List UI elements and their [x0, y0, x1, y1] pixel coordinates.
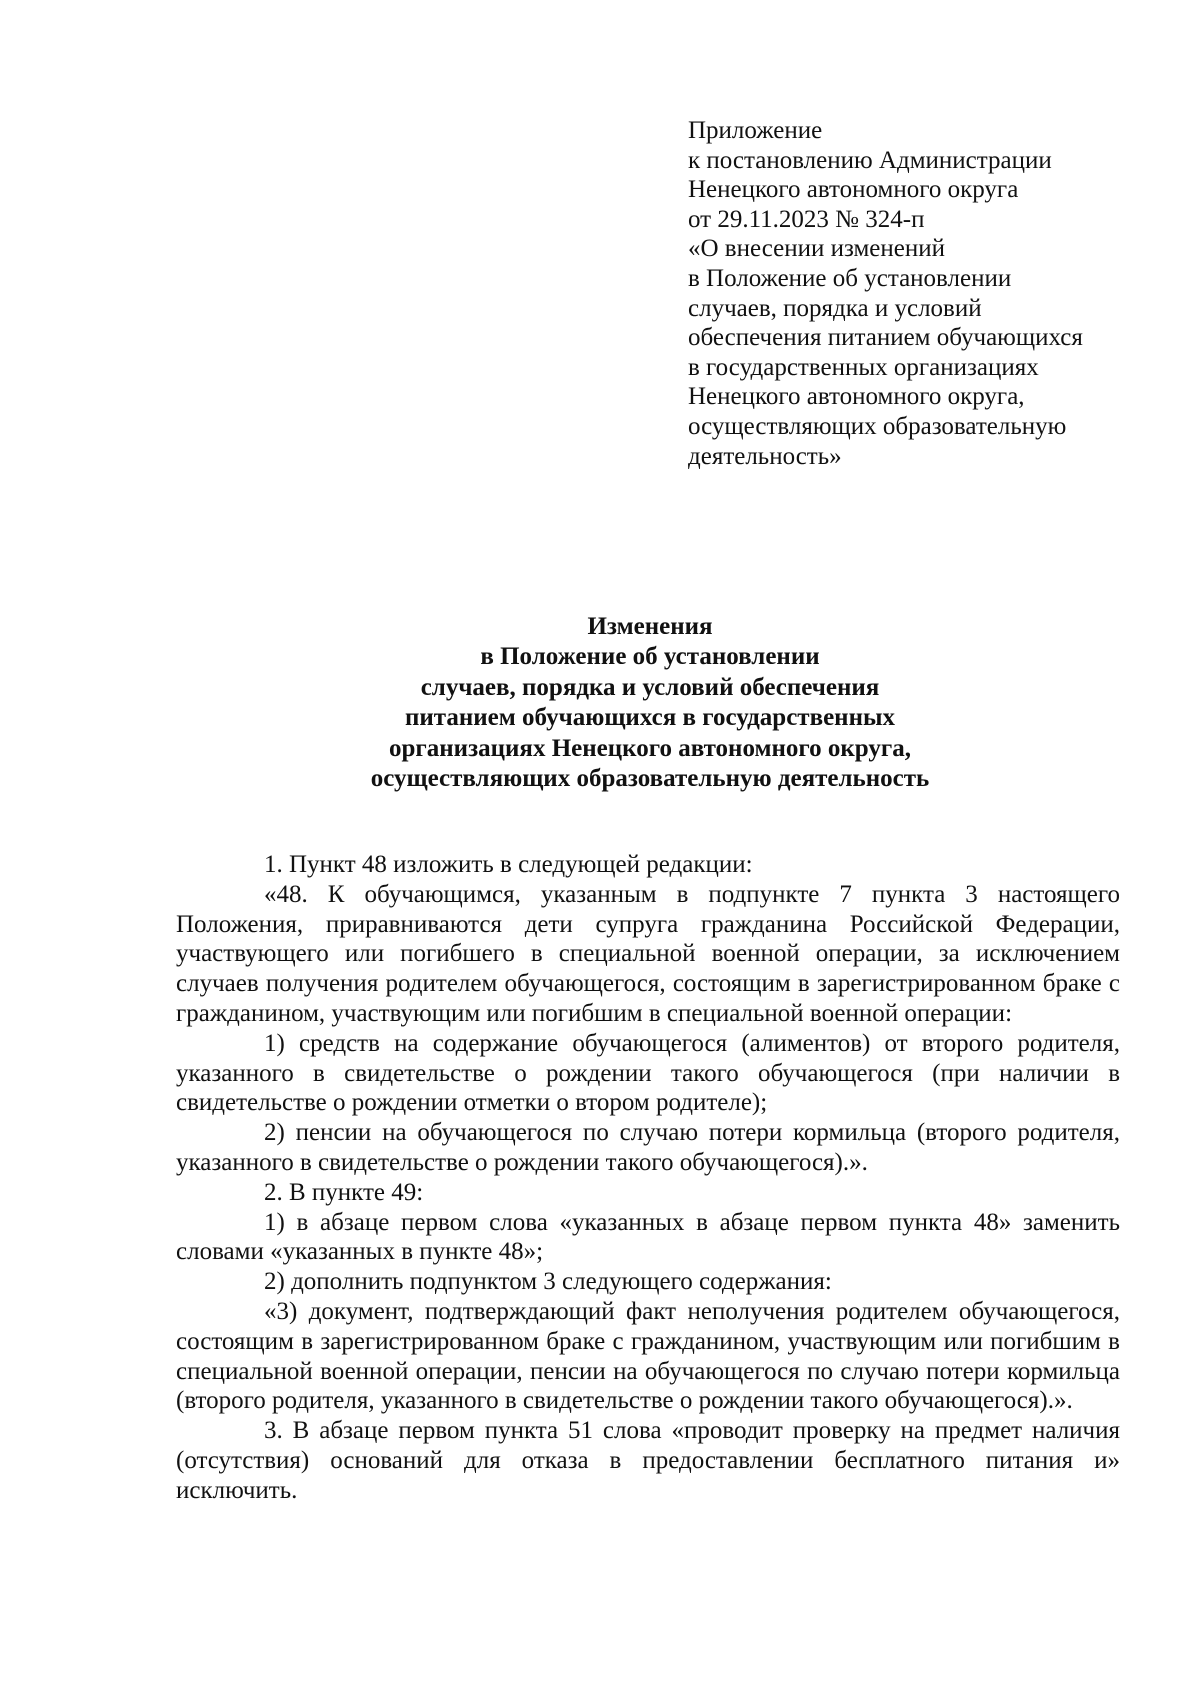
- appendix-line: «О внесении изменений: [688, 235, 946, 263]
- title-line: осуществляющих образовательную деятельность: [370, 765, 930, 793]
- appendix-line: осуществляющих образовательную: [688, 412, 1067, 440]
- title-line: случаев, порядка и условий обеспечения: [420, 673, 880, 701]
- title-line: Изменения: [587, 613, 713, 640]
- body-paragraph: 2) пенсии на обучающегося по случаю потери кормильца (второго родителя, указанного в свидетельстве о рождении такого обучающегося).».: [176, 1119, 1120, 1176]
- title-line: организациях Ненецкого автономного округа,: [389, 734, 911, 762]
- body-paragraph: 1. Пункт 48 изложить в следующей редакции:: [264, 851, 753, 878]
- appendix-line: обеспечения питанием обучающихся: [688, 324, 1083, 352]
- appendix-line: случаев, порядка и условий: [688, 294, 982, 322]
- body-paragraph: 2. В пункте 49:: [264, 1178, 424, 1206]
- document-body: [176, 850, 1120, 1506]
- appendix-line: в Положение об установлении: [688, 264, 1012, 292]
- body-paragraph: 1) в абзаце первом слова «указанных в абзаце первом пункта 48» заменить словами «указанных в пункте 48»;: [176, 1208, 1120, 1266]
- title-line: питанием обучающихся в государственных: [404, 704, 895, 732]
- appendix-line: Приложение: [688, 117, 823, 144]
- appendix-block: [688, 116, 1168, 471]
- document-title: [150, 612, 1150, 794]
- title-line: в Положение об установлении: [480, 643, 820, 671]
- body-paragraph: 3. В абзаце первом пункта 51 слова «проводит проверку на предмет наличия (отсутствия) оснований для отказа в предоставлении бесплатного питания и» исключить.: [176, 1417, 1120, 1504]
- appendix-line: деятельность»: [688, 442, 842, 470]
- body-paragraph: 2) дополнить подпунктом 3 следующего содержания:: [264, 1268, 832, 1296]
- appendix-line: к постановлению Администрации: [688, 146, 1052, 174]
- appendix-line: от 29.11.2023 № 324-п: [688, 205, 925, 233]
- appendix-line: Ненецкого автономного округа,: [688, 383, 1025, 411]
- body-paragraph: «3) документ, подтверждающий факт неполучения родителем обучающегося, состоящим в зарегистрированном браке с гражданином, участвующим или погибшим в специальной военной операции, пенсии на обучающегося по случаю потери кормильца (второго родителя, указанного в свидетельстве о рождении такого обучающегося).».: [176, 1297, 1120, 1415]
- body-paragraph: 1) средств на содержание обучающегося (алиментов) от второго родителя, указанного в свидетельстве о рождении такого обучающегося (при наличии в свидетельстве о рождении отметки о втором родителе);: [176, 1029, 1120, 1117]
- appendix-line: в государственных организациях: [688, 353, 1039, 381]
- appendix-line: Ненецкого автономного округа: [688, 176, 1019, 204]
- body-paragraph: «48. К обучающимся, указанным в подпункте 7 пункта 3 настоящего Положения, приравниваются дети супруга гражданина Российской Федерации, участвующего или погибшего в специальной военной операции, за исключением случаев получения родителем обучающегося, состоящим в зарегистрированном браке с гражданином, участвующим или погибшим в специальной военной операции:: [176, 880, 1120, 1027]
